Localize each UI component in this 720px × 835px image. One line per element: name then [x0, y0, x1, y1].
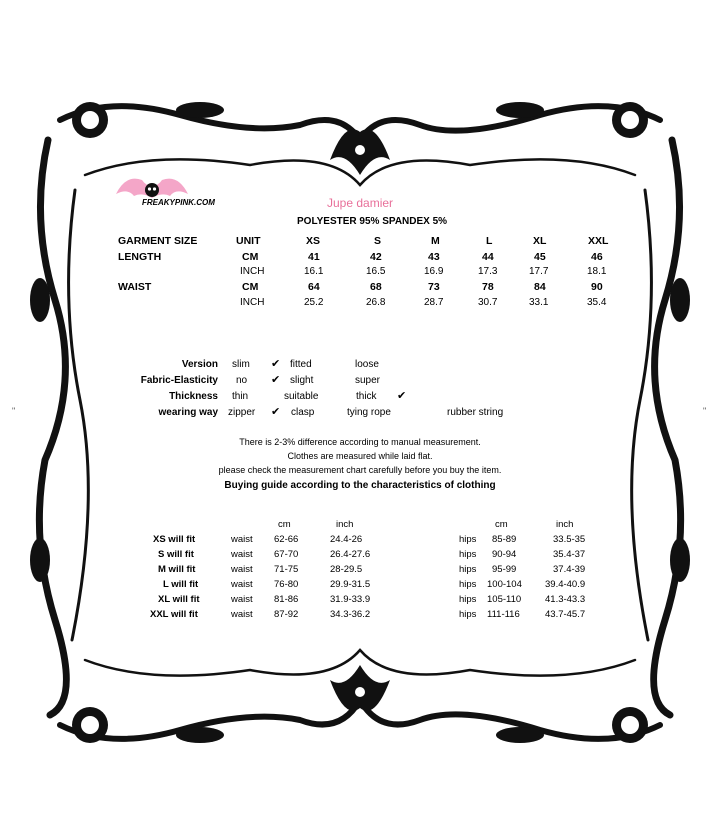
- fit-col-header: cm: [278, 519, 291, 530]
- char-option: clasp: [291, 407, 315, 418]
- fit-measure: hips: [459, 594, 477, 605]
- fit-row-label: L will fit: [163, 579, 199, 590]
- size-row-label: LENGTH: [118, 251, 162, 263]
- size-table-header-label: GARMENT SIZE: [118, 235, 198, 247]
- check-icon: ✔: [271, 406, 281, 418]
- size-cell: 16.5: [366, 266, 386, 277]
- size-cell: 41: [308, 251, 320, 263]
- fit-col-header: inch: [336, 519, 354, 530]
- size-cell: 17.3: [478, 266, 498, 277]
- size-cell: 84: [534, 281, 546, 293]
- fit-row-label: S will fit: [158, 549, 194, 560]
- fit-inch: 39.4-40.9: [545, 579, 586, 590]
- fit-measure: waist: [231, 564, 253, 575]
- fit-cm: 90-94: [492, 549, 517, 560]
- char-option: thin: [232, 391, 249, 402]
- size-table-header-unit: UNIT: [236, 235, 261, 247]
- fit-inch: 43.7-45.7: [545, 609, 586, 620]
- quote-mark-right: ": [703, 406, 707, 416]
- size-cell: 33.1: [529, 297, 549, 308]
- size-cell: 17.7: [529, 266, 549, 277]
- char-option: tying rope: [347, 407, 391, 418]
- fit-col-header: cm: [495, 519, 508, 530]
- fit-cm: 105-110: [487, 594, 522, 605]
- fit-measure: waist: [231, 534, 253, 545]
- size-cell: 42: [370, 251, 382, 263]
- fit-cm: 62-66: [274, 534, 299, 545]
- size-cell: 46: [591, 251, 603, 263]
- char-option: slim: [232, 359, 250, 370]
- fit-cm: 71-75: [274, 564, 299, 575]
- fit-measure: waist: [231, 579, 253, 590]
- fit-inch: 31.9-33.9: [330, 594, 371, 605]
- size-table-header-xl: XL: [533, 235, 547, 247]
- size-cell: 68: [370, 281, 382, 293]
- char-option: rubber string: [447, 407, 504, 418]
- size-cell: 90: [591, 281, 603, 293]
- fit-measure: hips: [459, 564, 477, 575]
- fit-inch: 41.3-43.3: [545, 594, 586, 605]
- size-row-unit: CM: [242, 281, 259, 293]
- fabric-composition: POLYESTER 95% SPANDEX 5%: [297, 216, 448, 227]
- size-table-header-s: S: [374, 235, 382, 247]
- fit-inch: 29.9-31.5: [330, 579, 371, 590]
- fit-measure: hips: [459, 579, 477, 590]
- size-table-header-l: L: [486, 235, 493, 247]
- size-cell: 16.9: [424, 266, 444, 277]
- char-option: fitted: [290, 359, 312, 370]
- logo-text: FREAKYPINK.COM: [142, 198, 215, 207]
- fit-cm: 67-70: [274, 549, 299, 560]
- fit-inch: 24.4-26: [330, 534, 363, 545]
- fit-row-label: XS will fit: [153, 534, 196, 545]
- fit-cm: 81-86: [274, 594, 299, 605]
- check-icon: ✔: [397, 390, 407, 402]
- size-cell: 44: [482, 251, 494, 263]
- size-table-header-xxl: XXL: [588, 235, 609, 247]
- size-cell: 73: [428, 281, 440, 293]
- fit-cm: 85-89: [492, 534, 517, 545]
- char-option: zipper: [228, 407, 256, 418]
- fit-cm: 95-99: [492, 564, 517, 575]
- size-row-label: WAIST: [118, 281, 152, 293]
- fit-inch: 26.4-27.6: [330, 549, 371, 560]
- size-cell: 64: [308, 281, 320, 293]
- fit-row-label: XL will fit: [158, 594, 200, 605]
- char-option: super: [355, 375, 381, 386]
- size-cell: 28.7: [424, 297, 444, 308]
- fit-cm: 111-116: [487, 609, 520, 620]
- fit-inch: 37.4-39: [553, 564, 586, 575]
- fit-row-label: M will fit: [158, 564, 196, 575]
- size-cell: 35.4: [587, 297, 607, 308]
- size-table-header-m: M: [431, 235, 440, 247]
- char-option: thick: [356, 391, 377, 402]
- char-label-wearing-way: wearing way: [158, 407, 218, 418]
- size-row-unit: CM: [242, 251, 259, 263]
- char-option: suitable: [284, 391, 319, 402]
- size-cell: 43: [428, 251, 440, 263]
- size-cell: 45: [534, 251, 546, 263]
- logo: [112, 172, 252, 212]
- size-row-unit: INCH: [240, 266, 265, 277]
- fit-measure: hips: [459, 534, 477, 545]
- note-line: Clothes are measured while laid flat.: [287, 451, 433, 461]
- fit-row-label: XXL will fit: [150, 609, 198, 620]
- guide-title: Buying guide according to the characteristics of clothing: [224, 480, 496, 491]
- fit-cm: 100-104: [487, 579, 522, 590]
- char-option: slight: [290, 375, 314, 386]
- fit-measure: waist: [231, 609, 253, 620]
- fit-measure: hips: [459, 609, 477, 620]
- size-cell: 26.8: [366, 297, 386, 308]
- char-label-thickness: Thickness: [169, 391, 218, 402]
- fit-inch: 34.3-36.2: [330, 609, 371, 620]
- fit-cm: 76-80: [274, 579, 299, 590]
- quote-mark-left: ": [12, 406, 16, 416]
- check-icon: ✔: [271, 358, 281, 370]
- product-title: Jupe damier: [327, 196, 394, 210]
- fit-cm: 87-92: [274, 609, 299, 620]
- note-line: please check the measurement chart carefully before you buy the item.: [218, 465, 502, 475]
- fit-inch: 33.5-35: [553, 534, 586, 545]
- size-table-header-xs: XS: [306, 235, 321, 247]
- size-cell: 16.1: [304, 266, 324, 277]
- fit-inch: 35.4-37: [553, 549, 586, 560]
- size-cell: 78: [482, 281, 494, 293]
- size-cell: 18.1: [587, 266, 607, 277]
- fit-measure: hips: [459, 549, 477, 560]
- size-cell: 30.7: [478, 297, 498, 308]
- note-line: There is 2-3% difference according to manual measurement.: [239, 437, 481, 447]
- char-option: no: [236, 375, 248, 386]
- fit-measure: waist: [231, 549, 253, 560]
- fit-col-header: inch: [556, 519, 574, 530]
- fit-measure: waist: [231, 594, 253, 605]
- fit-inch: 28-29.5: [330, 564, 363, 575]
- char-label-version: Version: [181, 359, 218, 370]
- char-label-elasticity: Fabric-Elasticity: [140, 375, 218, 386]
- check-icon: ✔: [271, 374, 281, 386]
- size-cell: 25.2: [304, 297, 324, 308]
- size-row-unit: INCH: [240, 297, 265, 308]
- char-option: loose: [355, 359, 379, 370]
